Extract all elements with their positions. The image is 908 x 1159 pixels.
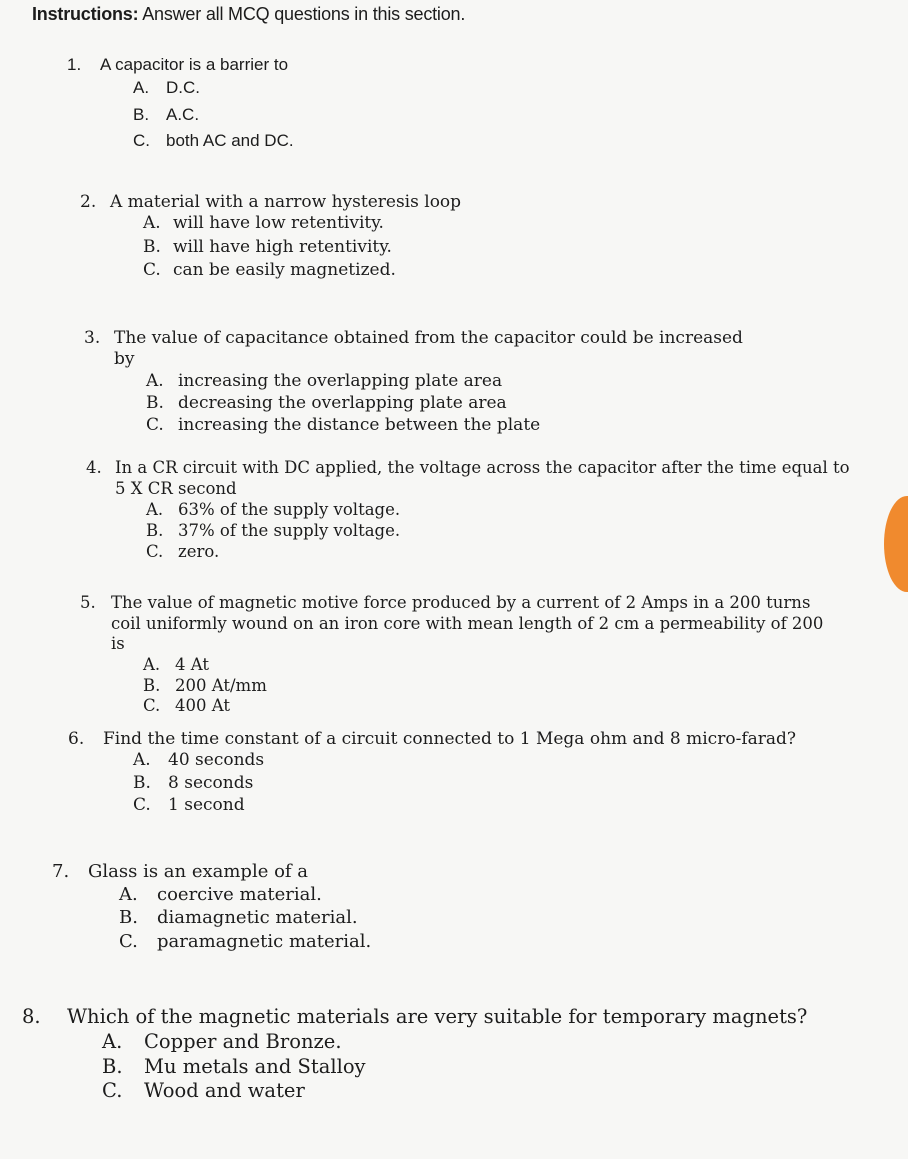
option-letter: A. xyxy=(102,1030,123,1054)
option-letter: C. xyxy=(102,1079,123,1103)
option-list xyxy=(146,371,764,437)
question-number: 8. xyxy=(22,1005,41,1028)
option-letter: C. xyxy=(146,541,164,561)
instructions-text: Answer all MCQ questions in this section. xyxy=(138,4,466,24)
option-letter: C. xyxy=(119,930,138,952)
option-c xyxy=(133,130,467,151)
option-text: A.C. xyxy=(166,104,200,124)
option-text: increasing the distance between the plate xyxy=(178,415,541,435)
option-letter: B. xyxy=(102,1054,123,1078)
option-text: will have low retentivity. xyxy=(173,213,384,234)
option-text: Copper and Bronze. xyxy=(144,1030,342,1054)
question-text: Find the time constant of a circuit connected to 1 Mega ohm and 8 micro-farad? xyxy=(103,729,796,749)
question-number: 7. xyxy=(52,861,70,882)
option-a xyxy=(143,213,530,234)
question-number: 3. xyxy=(84,328,101,348)
question-text: A capacitor is a barrier to xyxy=(100,55,289,74)
question-2 xyxy=(80,192,530,283)
option-letter: A. xyxy=(146,500,164,520)
question-6 xyxy=(68,729,828,817)
question-8 xyxy=(22,1005,882,1104)
option-c xyxy=(143,696,840,717)
option-c xyxy=(119,931,552,954)
option-a xyxy=(102,1030,882,1054)
option-text: 8 seconds xyxy=(168,772,254,793)
option-letter: A. xyxy=(143,654,161,674)
option-list xyxy=(119,884,552,954)
option-letter: A. xyxy=(146,370,164,391)
option-text: both AC and DC. xyxy=(166,130,294,150)
option-text: Wood and water xyxy=(144,1079,305,1103)
option-text: D.C. xyxy=(166,78,200,98)
option-text: zero. xyxy=(178,541,220,561)
option-b xyxy=(119,907,552,930)
question-text: Glass is an example of a xyxy=(88,861,309,882)
question-5 xyxy=(80,593,840,717)
option-a xyxy=(143,655,840,676)
question-text: A material with a narrow hysteresis loop xyxy=(110,192,462,212)
question-7 xyxy=(52,861,552,954)
option-list xyxy=(146,500,856,562)
option-letter: C. xyxy=(143,259,161,280)
option-text: will have high retentivity. xyxy=(173,236,392,257)
option-b xyxy=(102,1055,882,1079)
option-letter: B. xyxy=(143,675,161,695)
option-b xyxy=(143,676,840,697)
option-list xyxy=(133,77,467,151)
option-letter: B. xyxy=(133,772,151,793)
option-text: can be easily magnetized. xyxy=(173,259,396,280)
option-letter: A. xyxy=(143,213,161,234)
option-list xyxy=(133,750,828,816)
option-b xyxy=(146,521,856,542)
option-text: 40 seconds xyxy=(168,750,265,771)
option-b xyxy=(143,237,530,258)
option-letter: C. xyxy=(143,696,161,716)
question-number: 2. xyxy=(80,192,97,212)
option-c xyxy=(146,542,856,563)
option-text: 63% of the supply voltage. xyxy=(178,500,401,520)
option-c xyxy=(102,1079,882,1103)
question-3 xyxy=(84,328,764,437)
option-c xyxy=(143,260,530,281)
option-a xyxy=(133,77,467,98)
instructions-label: Instructions: xyxy=(32,4,139,24)
option-letter: A. xyxy=(133,750,151,771)
question-number: 5. xyxy=(80,593,96,612)
question-text: The value of magnetic motive force produced by a current of 2 Amps in a 200 turns coil uniformly wound on an iron core with mean length of 2 cm a permeability of 200 is xyxy=(111,593,824,654)
option-letter: B. xyxy=(133,104,150,124)
question-text: The value of capacitance obtained from the capacitor could be increased by xyxy=(114,328,743,370)
option-letter: B. xyxy=(143,236,161,257)
instructions xyxy=(32,4,465,25)
option-letter: B. xyxy=(119,907,138,928)
question-text: Which of the magnetic materials are very suitable for temporary magnets? xyxy=(67,1005,808,1028)
question-number: 1. xyxy=(67,55,82,74)
option-b xyxy=(146,393,764,414)
question-text: In a CR circuit with DC applied, the voltage across the capacitor after the time equal to 5 X CR second xyxy=(115,458,850,498)
option-list xyxy=(143,213,530,281)
orange-edge-object xyxy=(884,496,908,592)
option-text: increasing the overlapping plate area xyxy=(178,370,503,391)
option-list xyxy=(143,655,840,717)
question-1 xyxy=(67,54,467,156)
option-text: paramagnetic material. xyxy=(157,930,372,952)
option-text: Mu metals and Stalloy xyxy=(144,1054,366,1078)
option-c xyxy=(133,795,828,816)
question-4 xyxy=(86,458,856,562)
question-number: 6. xyxy=(68,729,85,749)
option-letter: C. xyxy=(146,415,164,435)
option-letter: C. xyxy=(133,130,150,150)
option-a xyxy=(146,500,856,521)
option-letter: C. xyxy=(133,794,151,815)
option-a xyxy=(119,884,552,907)
option-text: coercive material. xyxy=(157,883,322,905)
option-letter: B. xyxy=(146,520,164,540)
option-b xyxy=(133,104,467,125)
option-b xyxy=(133,773,828,794)
option-text: 400 At xyxy=(175,696,230,716)
option-letter: B. xyxy=(146,392,164,413)
option-text: 1 second xyxy=(168,794,245,815)
option-text: 4 At xyxy=(175,654,209,674)
option-letter: A. xyxy=(133,78,150,98)
option-list xyxy=(102,1030,882,1103)
option-a xyxy=(133,750,828,771)
option-text: 37% of the supply voltage. xyxy=(178,520,401,540)
option-c xyxy=(146,415,764,436)
option-letter: A. xyxy=(119,883,138,905)
option-text: decreasing the overlapping plate area xyxy=(178,392,507,413)
option-a xyxy=(146,371,764,392)
question-number: 4. xyxy=(86,458,102,477)
option-text: 200 At/mm xyxy=(175,675,267,695)
option-text: diamagnetic material. xyxy=(157,907,358,928)
